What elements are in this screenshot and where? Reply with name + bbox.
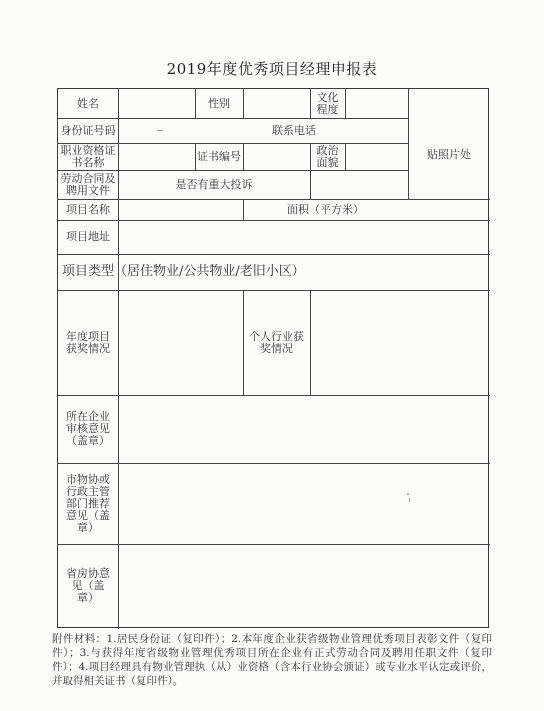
company-review-field[interactable] [118,395,490,463]
education-field[interactable] [345,89,408,118]
project-name-field[interactable] [118,199,243,220]
city-recommend-field[interactable] [118,463,490,544]
cert-name-field[interactable] [118,143,195,170]
id-number-label: 身份证号码 [60,123,116,137]
personal-award-label: 个人行业获奖情况 [249,329,304,355]
gender-field[interactable] [243,89,310,118]
project-name-label: 项目名称 [66,202,110,216]
cert-name-label: 职业资格证书名称 [60,143,116,169]
area-label: 面积（平方米） [287,202,364,216]
name-field[interactable] [118,89,195,118]
application-table [57,88,489,628]
political-status-field[interactable] [345,143,408,170]
cert-number-field[interactable] [243,143,310,170]
personal-award-field[interactable] [310,290,490,395]
phone-label: 联系电话 [272,123,316,137]
photo-placeholder: 贴照片处 [427,147,471,161]
gender-label: 性别 [208,96,230,110]
complaint-field[interactable] [310,170,408,199]
name-label: 姓名 [77,96,99,110]
labor-contract-label: 劳动合同及聘用文件 [60,171,116,197]
education-label: 文化程度 [316,90,339,116]
project-address-label: 项目地址 [66,230,110,243]
political-status-label: 政治面貌 [316,143,339,169]
project-address-field[interactable] [118,220,490,254]
id-number-field[interactable] [118,118,243,143]
form-title: 2019年度优秀项目经理申报表 [166,60,378,78]
company-review-label: 所在企业审核意见（盖章） [66,410,110,447]
annual-award-field[interactable] [118,290,243,395]
annual-award-label: 年度项目获奖情况 [66,329,110,355]
cert-number-label: 证书编号 [197,149,241,163]
attachment-notes: 附件材料：1.居民身份证（复印件）；2.本年度企业获省级物业管理优秀项目表彰文件（复印件）；3.与获得年度省级物业管理优秀项目所在企业有正式劳动合同及聘用任职文件（复印件）；4.项目经理具有物业管理执（从）业资格（含本行业协会颁证）或专业水平认定或评价，并取得相关证书（复印件）。 [52,633,492,687]
project-type-label: 项目类型（居住物业/公共物业/老旧小区） [62,264,305,279]
province-opinion-label: 省房协意见（盖章） [66,567,110,604]
phone-field[interactable] [345,118,408,143]
city-recommend-label: 市物协或行政主管部门推荐意见（盖章） [66,472,110,534]
complaint-label: 是否有重大投诉 [175,177,253,191]
province-opinion-field[interactable] [118,544,490,628]
